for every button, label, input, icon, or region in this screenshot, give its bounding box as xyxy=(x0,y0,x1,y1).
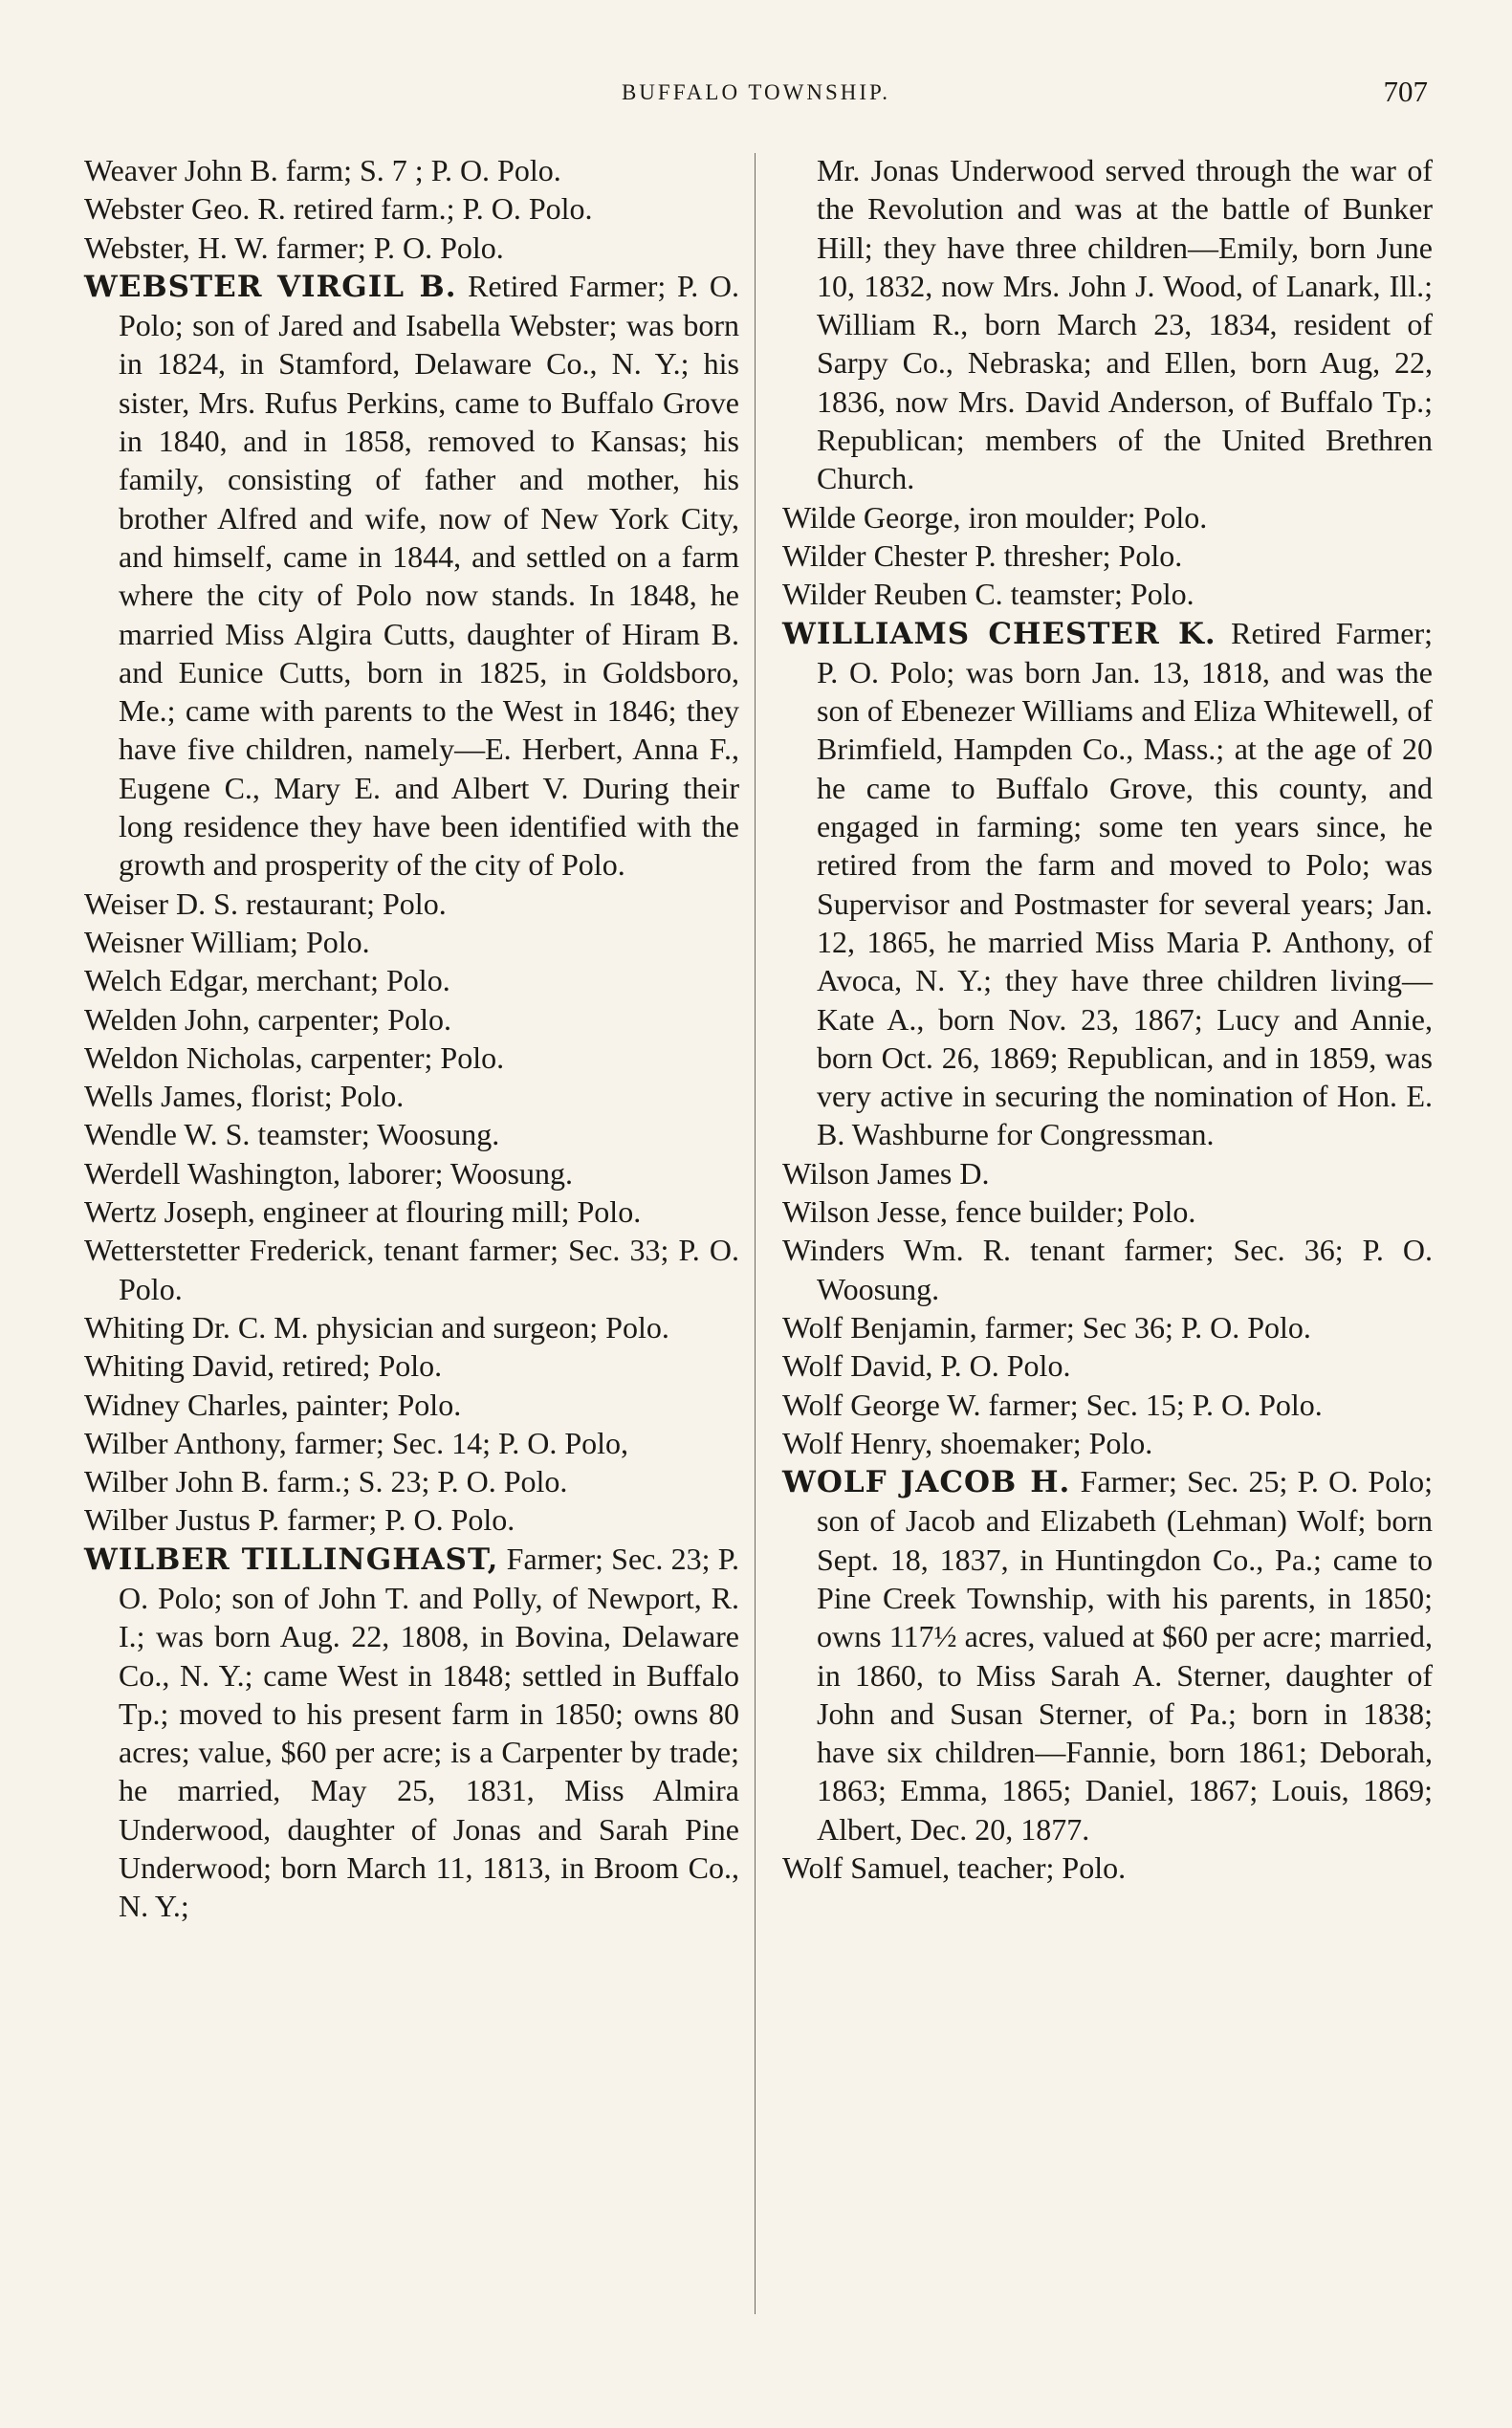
directory-entry xyxy=(782,498,1433,536)
entry-text: Wilber Anthony, farmer; Sec. 14; P. O. Polo, xyxy=(84,1425,629,1460)
directory-entry xyxy=(84,961,739,999)
entry-text: Retired Farmer; P. O. Polo; was born Jan. 13, 1818, and was the son of Ebenezer Williams and Eliza Whitewell, of Brimfield, Hampden Co., Mass.; at the age of 20 he came to Buffalo Grove, this county, and engaged in farming; some ten years since, he retired from the farm and moved to Polo; was Supervisor and Postmaster for several years; Jan. 12, 1865, he married Miss Maria P. Anthony, of Avoca, N. Y.; they have three children living—Kate A., born Nov. 23, 1867; Lucy and Annie, born Oct. 26, 1869; Republican, and in 1859, was very active in securing the nomination of Hon. E. B. Washburne for Congressman. xyxy=(817,615,1433,1152)
entry-text: Wilson James D. xyxy=(782,1155,990,1191)
entry-text: Weiser D. S. restaurant; Polo. xyxy=(84,886,447,921)
entry-text: Wilde George, iron moulder; Polo. xyxy=(782,499,1208,535)
directory-entry xyxy=(84,1077,739,1115)
entry-text: Wells James, florist; Polo. xyxy=(84,1079,405,1114)
entry-text: Wolf Benjamin, farmer; Sec 36; P. O. Polo. xyxy=(782,1309,1311,1345)
entry-text: Wetterstetter Frederick, tenant farmer; Sec. 33; P. O. Polo. xyxy=(84,1233,739,1306)
directory-entry xyxy=(782,1154,1433,1192)
entry-text: Wilder Reuben C. teamster; Polo. xyxy=(782,577,1194,612)
entry-text: Werdell Washington, laborer; Woosung. xyxy=(84,1155,573,1191)
entry-text: Wilson Jesse, fence builder; Polo. xyxy=(782,1194,1196,1230)
directory-entry xyxy=(782,575,1433,613)
entry-text: Weaver John B. farm; S. 7 ; P. O. Polo. xyxy=(84,153,561,187)
directory-entry xyxy=(84,1000,739,1039)
entry-text: Wolf David, P. O. Polo. xyxy=(782,1348,1071,1384)
entry-text: Wertz Joseph, engineer at flouring mill; Polo. xyxy=(84,1194,642,1230)
entry-text: Wilber Justus P. farmer; P. O. Polo. xyxy=(84,1502,515,1538)
entry-text: Widney Charles, painter; Polo. xyxy=(84,1387,462,1422)
directory-entry xyxy=(84,229,739,267)
entry-name: WOLF JACOB H. xyxy=(782,1465,1071,1500)
entry-text: Farmer; Sec. 25; P. O. Polo; son of Jacob and Elizabeth (Lehman) Wolf; born Sept. 18, 1837, in Huntingdon Co., Pa.; came to Pine Creek Township, with his parents, in 1850; owns 117½ acres, valued at $60 per acre; married, in 1860, to Miss Sarah A. Sterner, daughter of John and Susan Sterner, of Pa.; born in 1838; have six children—Fannie, born 1861; Deborah, 1863; Emma, 1865; Daniel, 1867; Louis, 1869; Albert, Dec. 20, 1877. xyxy=(817,1464,1434,1847)
entry-text: Farmer; Sec. 23; P. O. Polo; son of John T. and Polly, of Newport, R. I.; was born Aug. 22, 1808, in Bovina, Delaware Co., N. Y.; came West in 1848; settled in Buffalo Tp.; moved to his present farm in 1850; owns 80 acres; value, $60 per acre; is a Carpenter by trade; he married, May 25, 1831, Miss Almira Underwood, daughter of Jonas and Sarah Pine Underwood; born March 11, 1813, in Broom Co., N. Y.; xyxy=(119,1541,740,1924)
directory-entry xyxy=(84,151,739,189)
page-header xyxy=(0,75,1512,113)
entry-text: Wolf Henry, shoemaker; Polo. xyxy=(782,1425,1153,1460)
entry-text: Retired Farmer; P. O. Polo; son of Jared and Isabella Webster; was born in 1824, in Stamford, Delaware Co., N. Y.; his sister, Mrs. Rufus Perkins, came to Buffalo Grove in 1840, and in 1858, removed to Kansas; his family, consisting of father and mother, his brother Alfred and wife, now of New York City, and himself, came in 1844, and settled on a farm where the city of Polo now stands. In 1848, he married Miss Algira Cutts, daughter of Hiram B. and Eunice Cutts, born in 1825, in Goldsboro, Me.; came with parents to the West in 1846; they have five children, namely—E. Herbert, Anna F., Eugene C., Mary E. and Albert V. During their long residence they have been identified with the growth and prosperity of the city of Polo. xyxy=(119,268,739,883)
right-column xyxy=(782,151,1433,1887)
page-number: 707 xyxy=(1383,75,1428,108)
biography-entry xyxy=(782,614,1433,1154)
entry-text: Winders Wm. R. tenant farmer; Sec. 36; P. O. Woosung. xyxy=(782,1233,1433,1306)
entry-text: Weldon Nicholas, carpenter; Polo. xyxy=(84,1039,505,1075)
entry-text: Wendle W. S. teamster; Woosung. xyxy=(84,1117,500,1152)
entry-continuation: Mr. Jonas Underwood served through the war of the Revolution and was at the battle of Bunker Hill; they have three children—Emily, born June 10, 1832, now Mrs. John J. Wood, of Lanark, Ill.; William R., born March 23, 1834, resident of Sarpy Co., Nebraska; and Ellen, born Aug, 22, 1836, now Mrs. David Anderson, of Buffalo Tp.; Republican; members of the United Brethren Church. xyxy=(817,153,1433,496)
entry-text: Whiting Dr. C. M. physician and surgeon; Polo. xyxy=(84,1309,669,1345)
entry-text: Webster Geo. R. retired farm.; P. O. Polo. xyxy=(84,191,593,227)
directory-entry xyxy=(84,1386,739,1424)
directory-entry xyxy=(84,1500,739,1539)
directory-entry xyxy=(84,1308,739,1346)
running-title: BUFFALO TOWNSHIP. xyxy=(621,80,891,104)
directory-entry xyxy=(84,1231,739,1308)
directory-entry xyxy=(782,536,1433,575)
directory-entry xyxy=(84,1424,739,1462)
directory-entry xyxy=(84,189,739,228)
entry-text: Wolf George W. farmer; Sec. 15; P. O. Polo. xyxy=(782,1387,1323,1422)
directory-entry xyxy=(84,1115,739,1153)
biography-entry xyxy=(84,267,739,885)
directory-entry xyxy=(84,1192,739,1231)
entry-text: Whiting David, retired; Polo. xyxy=(84,1348,443,1384)
entry-text: Welden John, carpenter; Polo. xyxy=(84,1001,451,1037)
directory-entry xyxy=(782,1192,1433,1231)
entry-text: Welch Edgar, merchant; Polo. xyxy=(84,963,450,998)
entry-text: Wilber John B. farm.; S. 23; P. O. Polo. xyxy=(84,1464,568,1499)
directory-entry xyxy=(782,1346,1433,1385)
directory-entry xyxy=(84,1039,739,1077)
entry-name: WEBSTER VIRGIL B. xyxy=(84,269,457,304)
left-column xyxy=(84,151,739,1926)
directory-entry xyxy=(84,923,739,961)
entry-name: WILLIAMS CHESTER K. xyxy=(782,616,1216,651)
entry-text: Webster, H. W. farmer; P. O. Polo. xyxy=(84,230,504,265)
directory-entry xyxy=(782,1424,1433,1462)
directory-entry xyxy=(84,1154,739,1192)
directory-entry xyxy=(782,1848,1433,1887)
column-divider xyxy=(755,153,756,2314)
entry-text: Weisner William; Polo. xyxy=(84,924,370,959)
biography-entry xyxy=(84,1540,739,1926)
directory-entry xyxy=(782,1308,1433,1346)
directory-entry xyxy=(84,885,739,923)
entry-name: WILBER TILLINGHAST, xyxy=(84,1542,499,1577)
directory-entry xyxy=(782,1231,1433,1308)
directory-entry xyxy=(84,1346,739,1385)
directory-entry xyxy=(782,1386,1433,1424)
entry-text: Wilder Chester P. thresher; Polo. xyxy=(782,537,1183,573)
biography-entry xyxy=(782,1462,1433,1848)
directory-entry xyxy=(84,1462,739,1500)
entry-text: Wolf Samuel, teacher; Polo. xyxy=(782,1850,1127,1886)
